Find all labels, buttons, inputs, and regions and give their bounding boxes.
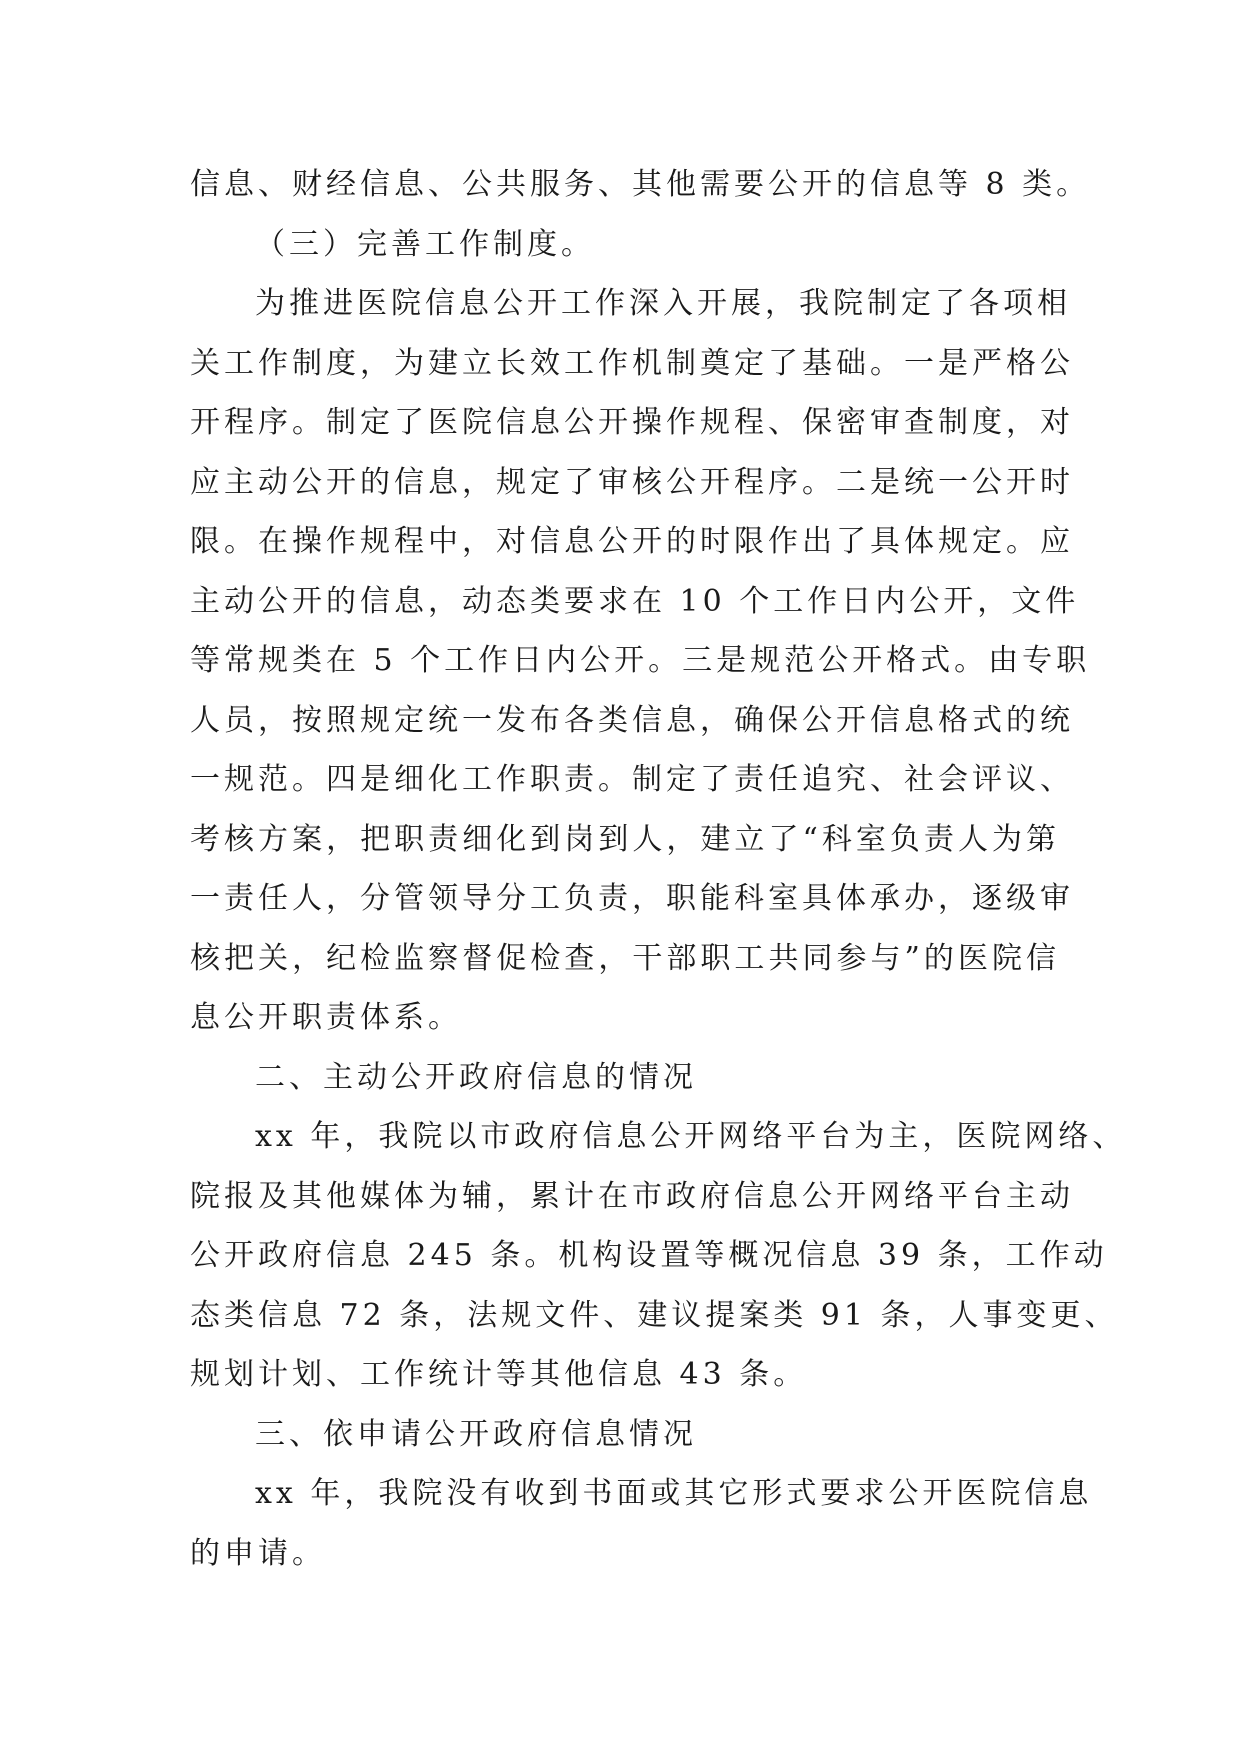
text-line: 公开政府信息 245 条。机构设置等概况信息 39 条，工作动 <box>190 1238 1108 1273</box>
text-line: 等常规类在 5 个工作日内公开。三是规范公开格式。由专职 <box>190 643 1091 678</box>
section-heading: 三、依申请公开政府信息情况 <box>255 1416 697 1452</box>
text-line: 规划计划、工作统计等其他信息 43 条。 <box>190 1357 808 1392</box>
section-heading: 二、主动公开政府信息的情况 <box>255 1059 697 1095</box>
text-line: 限。在操作规程中，对信息公开的时限作出了具体规定。应 <box>190 524 1074 559</box>
text-line: 信息、财经信息、公共服务、其他需要公开的信息等 8 类。 <box>190 167 1091 202</box>
text-line: 核把关，纪检监察督促检查，干部职工共同参与”的医院信 <box>190 940 1060 976</box>
text-line: 关工作制度，为建立长效工作机制奠定了基础。一是严格公 <box>190 345 1074 381</box>
text-line: 一责任人，分管领导分工负责，职能科室具体承办，逐级审 <box>190 881 1074 916</box>
text-line: 主动公开的信息，动态类要求在 10 个工作日内公开，文件 <box>190 583 1080 619</box>
text-line: 的申请。 <box>190 1535 326 1571</box>
text-line: 考核方案，把职责细化到岗到人，建立了“科室负责人为第 <box>190 821 1060 857</box>
section-heading: （三）完善工作制度。 <box>255 226 595 262</box>
text-line: xx 年，我院以市政府信息公开网络平台为主，医院网络、 <box>255 1119 1127 1154</box>
text-line: 开程序。制定了医院信息公开操作规程、保密审查制度，对 <box>190 405 1074 440</box>
text-line: 应主动公开的信息，规定了审核公开程序。二是统一公开时 <box>190 464 1074 500</box>
text-line: 一规范。四是细化工作职责。制定了责任追究、社会评议、 <box>190 762 1074 797</box>
document-page <box>190 155 1127 1583</box>
text-line: 院报及其他媒体为辅，累计在市政府信息公开网络平台主动 <box>190 1178 1074 1214</box>
text-line: 人员，按照规定统一发布各类信息，确保公开信息格式的统 <box>190 702 1074 738</box>
text-line: 息公开职责体系。 <box>190 1000 462 1035</box>
text-line: 为推进医院信息公开工作深入开展，我院制定了各项相 <box>255 286 1071 321</box>
text-line: 态类信息 72 条，法规文件、建议提案类 91 条，人事变更、 <box>190 1297 1119 1333</box>
text-line: xx 年，我院没有收到书面或其它形式要求公开医院信息 <box>255 1476 1093 1511</box>
